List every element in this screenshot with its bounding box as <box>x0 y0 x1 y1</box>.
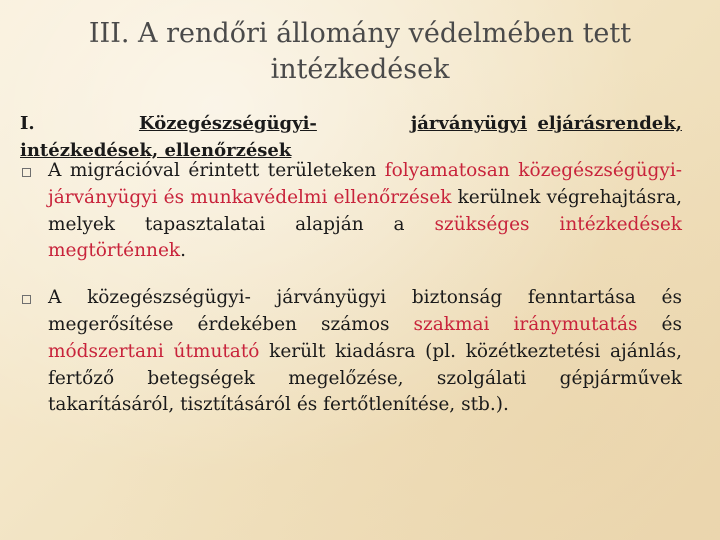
slide-title <box>0 16 720 88</box>
hollow-square-bullet-icon <box>22 295 31 304</box>
section-heading-part-3: eljárásrendek, intézkedések, ellenőrzések <box>20 113 682 161</box>
section-heading <box>20 110 682 164</box>
bullet-text: kerülnek végrehajtásra, melyek tapasztalatai alapján a <box>48 186 682 235</box>
bullet-highlight: módszertani útmutató <box>48 340 260 362</box>
bullet-text: . <box>180 240 187 262</box>
bullet-highlight: szükséges intézkedések megtörténnek <box>48 213 682 262</box>
bullet-text: és <box>637 313 683 335</box>
bullet-item <box>20 285 682 419</box>
bullet-highlight: folyamatosan közegészségügyi- járványügyi és munkavédelmi ellenőrzések <box>48 160 682 208</box>
bullet-text: A közegészségügyi- járványügyi biztonság fenntartása és megerősítése érdekében számos <box>48 287 682 335</box>
bullet-highlight: szakmai iránymutatás <box>413 313 638 335</box>
section-heading-part-1: Közegészségügyi- <box>138 113 317 134</box>
slide-title-line-2: intézkedések <box>270 54 450 85</box>
bullet-item <box>20 158 682 265</box>
bullet-text: A migrációval érintett területeken <box>48 160 385 181</box>
slide-title-line-1: III. A rendőri állomány védelmében tett <box>88 18 632 49</box>
section-number: I. <box>20 113 35 134</box>
bullet-text: került kiadásra (pl. közétkeztetési ajánlás, fertőző betegségek megelőzése, szolgálati gépjárművek takarításáról, tisztításáról és fertőtlenítése, stb.). <box>48 340 683 416</box>
bullet-list <box>20 158 682 419</box>
section-heading-part-2: járványügyi <box>410 113 528 134</box>
hollow-square-bullet-icon <box>22 168 31 177</box>
